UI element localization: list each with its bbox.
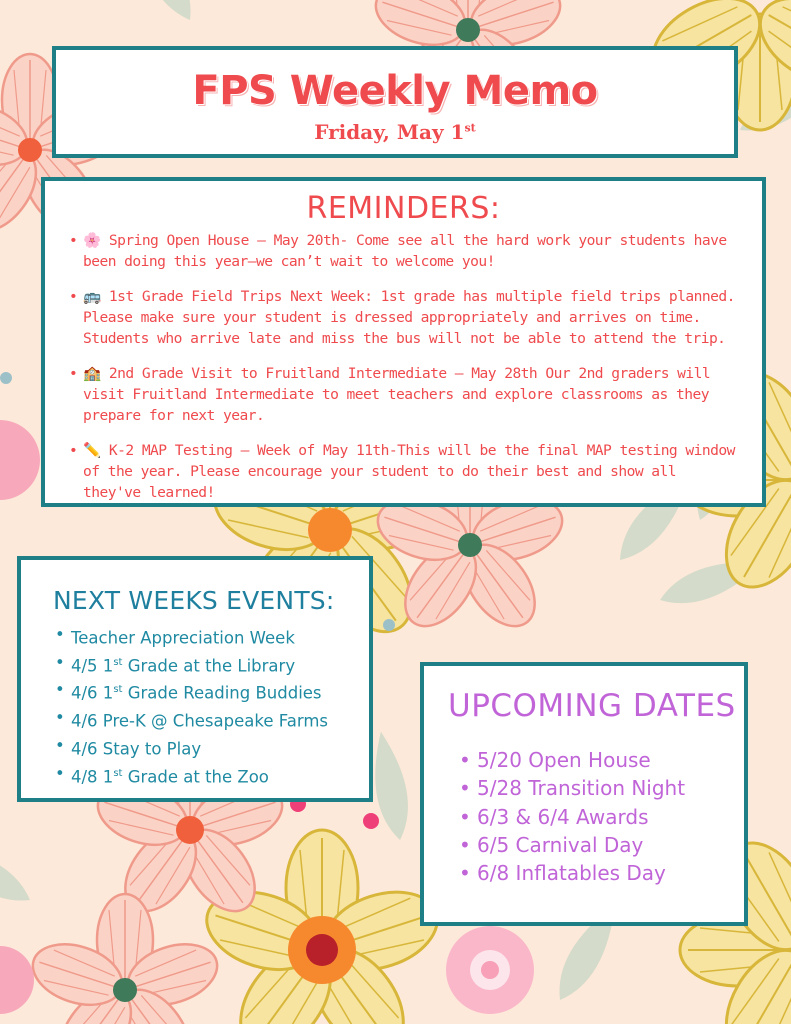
event-text: 4/6 Stay to Play [71,739,202,759]
memo-title: FPS Weekly Memo [192,68,598,114]
reminders-heading: REMINDERS: [306,191,501,226]
reminder-text: K-2 MAP Testing – Week of May 11th-This will be the final MAP testing window of the year. Please encourage your student to do their best and show all they've learned! [83,442,735,501]
bus-icon: 🚌 [83,288,101,305]
upcoming-item: • 6/8 Inflatables Day [477,859,744,887]
reminder-item [83,230,740,272]
event-item [71,734,369,762]
event-sup: st [113,767,123,779]
event-text: 4/6 Pre-K @ Chesapeake Farms [71,711,328,731]
event-sup: st [113,656,123,668]
event-item [71,706,369,734]
next-week-events-heading: NEXT WEEKS EVENTS: [53,586,335,615]
upcoming-item: • 6/5 Carnival Day [477,831,744,859]
next-week-events-list [21,623,369,789]
reminders-list [45,230,762,503]
reminder-text: 1st Grade Field Trips Next Week: 1st grade has multiple field trips planned. Please make sure your student is dressed appropriately and arrives on time. Students who arrive late and miss the bus will not be able to attend the trip. [83,288,735,347]
pink-flower-bottom-center [446,926,534,1014]
memo-date-text: Friday, May 1 [314,120,465,144]
reminder-item [83,440,740,503]
pencil-icon: ✏️ [83,442,101,459]
flower-icon: 🌸 [83,232,101,249]
reminder-text: Spring Open House – May 20th- Come see all the hard work your students have been doing this year—we can’t wait to welcome you! [83,232,727,270]
event-text-end: Grade at the Zoo [122,767,269,787]
upcoming-dates-heading: UPCOMING DATES [448,688,736,724]
reminder-item [83,286,740,349]
event-item [71,762,369,790]
event-text: 4/6 1 [71,683,114,703]
event-text: 4/8 1 [71,767,114,787]
event-sup: st [113,684,123,696]
memo-date [56,120,734,144]
reminders-box [41,177,766,507]
reminder-text: 2nd Grade Visit to Fruitland Intermediate – May 28th Our 2nd graders will visit Fruitland Intermediate to meet teachers and explore classrooms as they prepare for next year. [83,365,711,424]
memo-date-suffix: st [464,121,476,135]
school-icon: 🏫 [83,365,101,382]
event-text-end: Grade Reading Buddies [122,683,322,703]
upcoming-item: • 6/3 & 6/4 Awards [477,803,744,831]
event-text: 4/5 1 [71,656,114,676]
next-week-events-box [17,556,373,802]
upcoming-item: • 5/20 Open House [477,746,744,774]
upcoming-item: • 5/28 Transition Night [477,774,744,802]
pink-flower-bottom-left [25,894,225,1024]
event-item [71,678,369,706]
event-item [71,651,369,679]
upcoming-dates-box [420,662,748,926]
title-box [52,46,738,158]
reminder-item [83,363,740,426]
event-text-end: Grade at the Library [122,656,296,676]
upcoming-dates-list [424,746,744,887]
event-item [71,623,369,651]
event-text: Teacher Appreciation Week [71,628,295,648]
